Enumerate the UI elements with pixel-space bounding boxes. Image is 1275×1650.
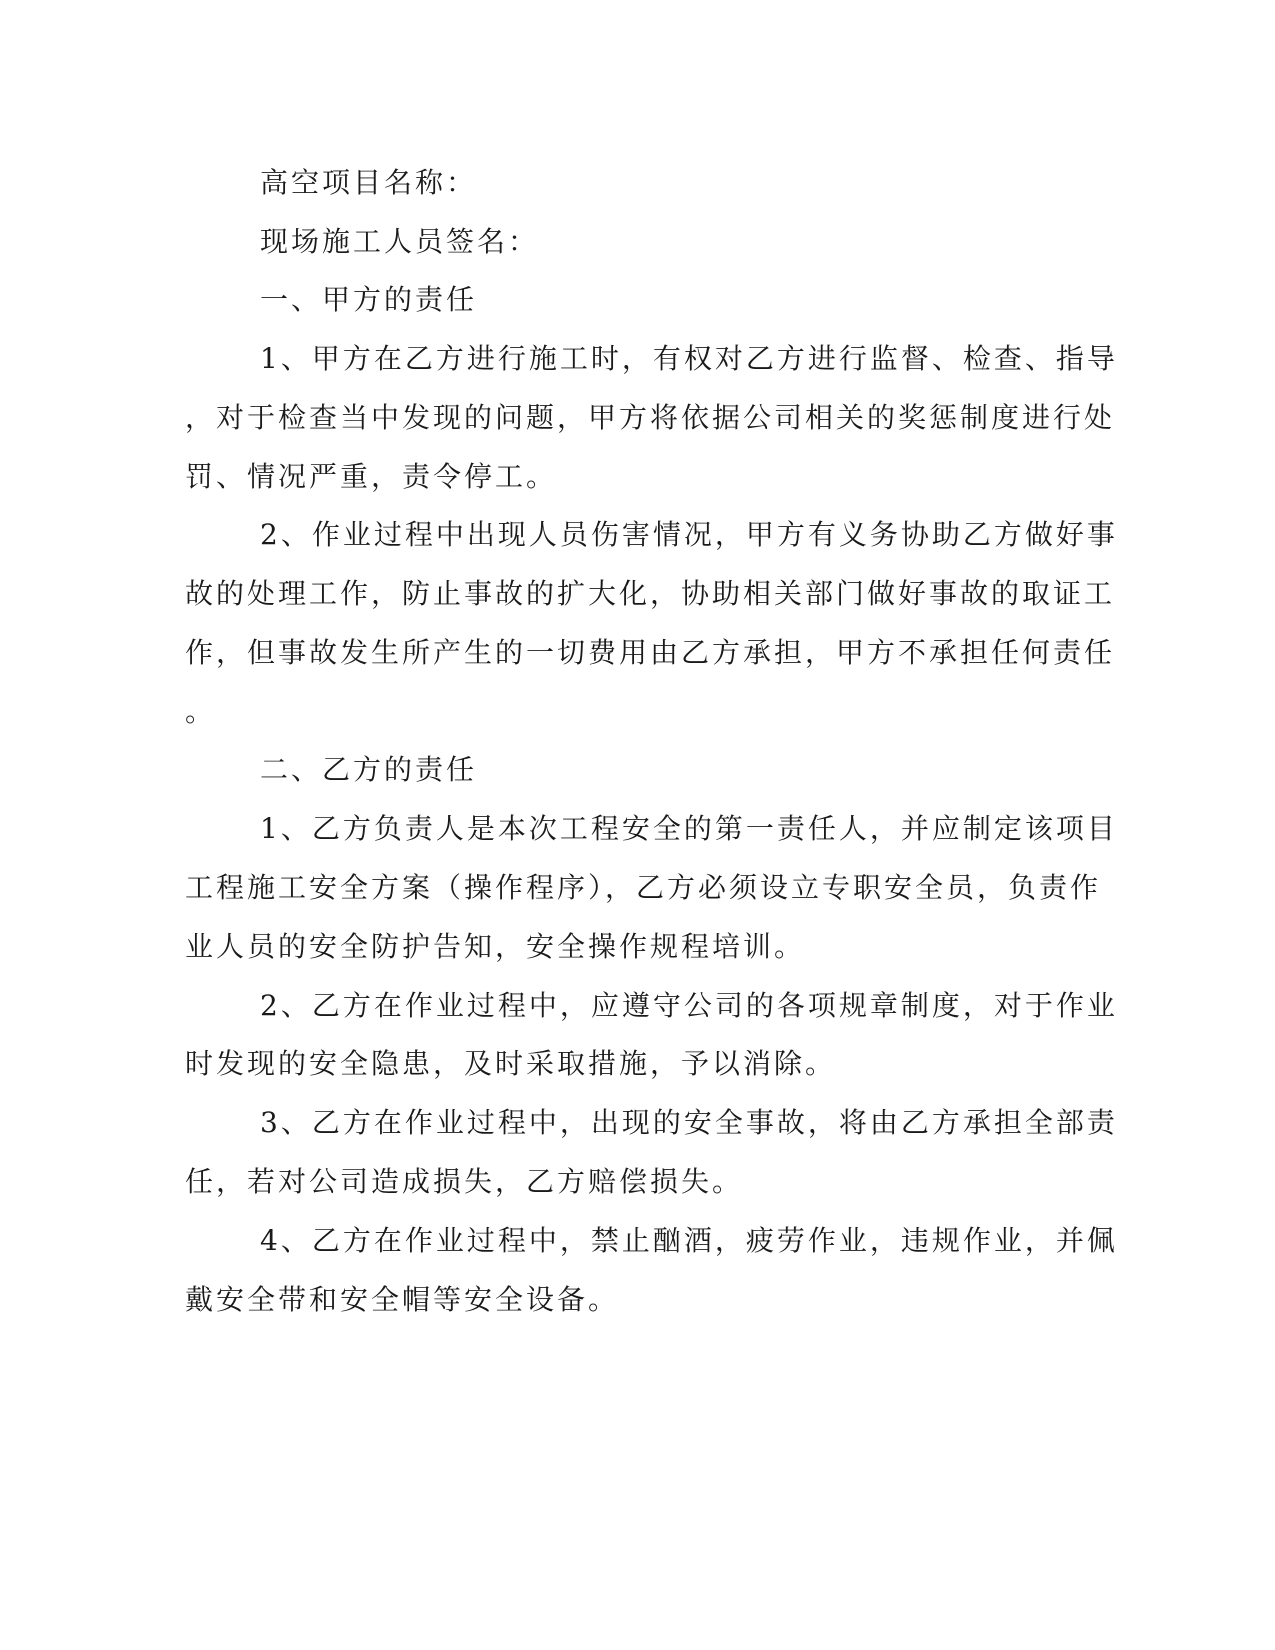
section-b-clause-2-line-2: 时发现的安全隐患，及时采取措施，予以消除。	[185, 1047, 837, 1080]
section-a-clause-2-line-3: 作，但事故发生所产生的一切费用由乙方承担，甲方不承担任何责任	[185, 636, 1116, 669]
section-b-clause-4-line-2: 戴安全带和安全帽等安全设备。	[185, 1283, 620, 1316]
section-b-clause-4-line-1: 4、乙方在作业过程中，禁止酗酒，疲劳作业，违规作业，并佩	[260, 1224, 1118, 1257]
section-b-clause-1-line-2: 工程施工安全方案（操作程序），乙方必须设立专职安全员，负责作	[185, 871, 1102, 904]
section-a-clause-1-line-1: 1、甲方在乙方进行施工时，有权对乙方进行监督、检查、指导	[260, 342, 1118, 375]
project-name-label: 高空项目名称：	[260, 166, 478, 199]
section-a-clause-1-line-2: ，对于检查当中发现的问题，甲方将依据公司相关的奖惩制度进行处	[185, 401, 1116, 434]
section-a-clause-1-line-3: 罚、情况严重，责令停工。	[185, 460, 558, 493]
section-b-clause-3-line-1: 3、乙方在作业过程中，出现的安全事故，将由乙方承担全部责	[260, 1106, 1118, 1139]
section-a-clause-2-line-4: 。	[185, 695, 217, 728]
section-b-clause-1-line-3: 业人员的安全防护告知，安全操作规程培训。	[185, 930, 806, 963]
section-a-clause-2-line-1: 2、作业过程中出现人员伤害情况，甲方有义务协助乙方做好事	[260, 518, 1118, 551]
section-b-clause-3-line-2: 任，若对公司造成损失，乙方赔偿损失。	[185, 1165, 744, 1198]
section-b-heading: 二、乙方的责任	[260, 753, 478, 786]
section-b-clause-1-line-1: 1、乙方负责人是本次工程安全的第一责任人，并应制定该项目	[260, 812, 1118, 845]
section-a-heading: 一、甲方的责任	[260, 283, 478, 316]
worker-signature-label: 现场施工人员签名：	[260, 225, 540, 258]
section-b-clause-2-line-1: 2、乙方在作业过程中，应遵守公司的各项规章制度，对于作业	[260, 989, 1118, 1022]
section-a-clause-2-line-2: 故的处理工作，防止事故的扩大化，协助相关部门做好事故的取证工	[185, 577, 1116, 610]
